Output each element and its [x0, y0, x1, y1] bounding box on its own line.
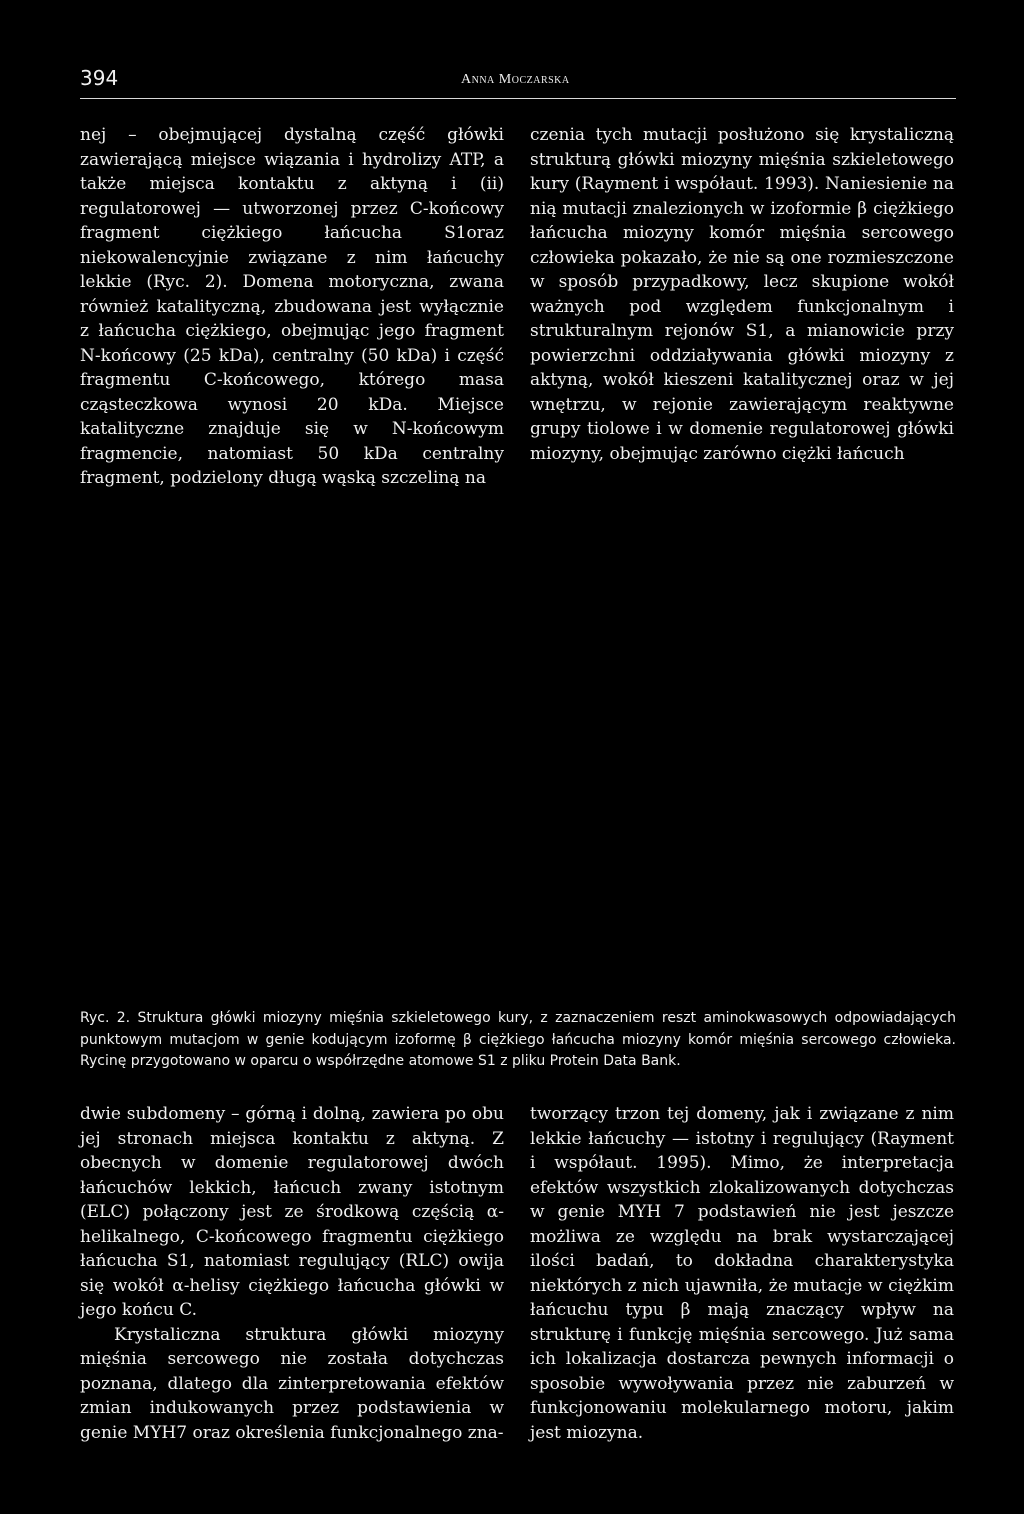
paragraph: tworzący trzon tej domeny, jak i związane z nim lekkie łańcuchy — istotny i regulujący (Rayment i współaut. 1995). Mimo, że interpretacja efektów wszystkich zlokalizowanych dotychczas w genie MYH 7 podstawień nie jest jeszcze możliwa ze względu na brak wystarczającej ilości badań, to dokładna charakterystyka niektórych z nich ujawniła, że mutacje w ciężkim łańcuchu typu β mają znaczący wpływ na strukturę i funkcję mięśnia sercowego. Już sama ich lokalizacja dostarcza pewnych informacji o sposobie wywoływania przez nie zaburzeń w funkcjonowaniu molekularnego motoru, jakim jest miozyna.	[530, 1104, 954, 1443]
page-header	[80, 66, 956, 99]
text-column-bottom-left	[80, 1102, 504, 1445]
caption-text: Ryc. 2. Struktura główki miozyny mięśnia szkieletowego kury, z zaznaczeniem reszt aminokwasowych odpowiadających punktowym mutacjom w genie kodującym izoformę β ciężkiego łańcucha miozyny komór mięśnia sercowego człowieka. Rycinę przygotowano w oparcu o współrzędne atomowe S1 z pliku Protein Data Bank.	[80, 1010, 956, 1070]
paragraph: czenia tych mutacji posłużono się krystaliczną strukturą główki miozyny mięśnia szkieletowego kury (Rayment i współaut. 1993). Naniesienie na nią mutacji znalezionych w izoformie β ciężkiego łańcucha miozyny komór mięśnia sercowego człowieka pokazało, że nie są one rozmieszczone w sposób przypadkowy, lecz skupione wokół ważnych pod względem funkcjonalnym i strukturalnym rejonów S1, a mianowicie przy powierzchni oddziaływania główki miozyny z aktyną, wokół kieszeni katalitycznej oraz w jej wnętrzu, w rejonie zawierającym reaktywne grupy tiolowe i w domenie regulatorowej główki miozyny, obejmując zarówno ciężki łańcuch	[530, 125, 954, 464]
paragraph: Krystaliczna struktura główki miozyny mięśnia sercowego nie została dotychczas poznana, dlatego dla zinterpretowania efektów zmian indukowanych przez podstawienia w genie MYH7 oraz określenia funkcjonalnego zna-	[80, 1324, 504, 1443]
running-head: Anna Moczarska	[461, 72, 570, 87]
figure-caption	[80, 1008, 956, 1073]
figure-image	[80, 470, 956, 990]
paragraph: dwie subdomeny – górną i dolną, zawiera po obu jej stronach miejsca kontaktu z aktyną. Z obecnych w domenie regulatorowej dwóch łańcuchów lekkich, łańcuch zwany istotnym (ELC) połączony jest ze środkową częścią α-helikalnego, C-końcowego fragmentu ciężkiego łańcucha S1, natomiast regulujący (RLC) owija się wokół α-helisy ciężkiego łańcucha główki w jego końcu C.	[80, 1104, 504, 1320]
text-column-top-right	[530, 123, 954, 466]
text-column-bottom-right	[530, 1102, 954, 1445]
page-number: 394	[80, 66, 119, 90]
text-column-top-left	[80, 123, 504, 491]
paragraph: nej – obejmującej dystalną część główki zawierającą miejsce wiązania i hydrolizy ATP, a także miejsca kontaktu z aktyną i (ii) regulatorowej — utworzonej przez C-końcowy fragment ciężkiego łańcucha S1oraz niekowalencyjnie związane z nim łańcuchy lekkie (Ryc. 2). Domena motoryczna, zwana również katalityczną, zbudowana jest wyłącznie z łańcucha ciężkiego, obejmując jego fragment N-końcowy (25 kDa), centralny (50 kDa) i część fragmentu C-końcowego, którego masa cząsteczkowa wynosi 20 kDa. Miejsce katalityczne znajduje się w N-końcowym fragmencie, natomiast 50 kDa centralny fragment, podzielony długą wąską szczeliną na	[80, 125, 504, 488]
